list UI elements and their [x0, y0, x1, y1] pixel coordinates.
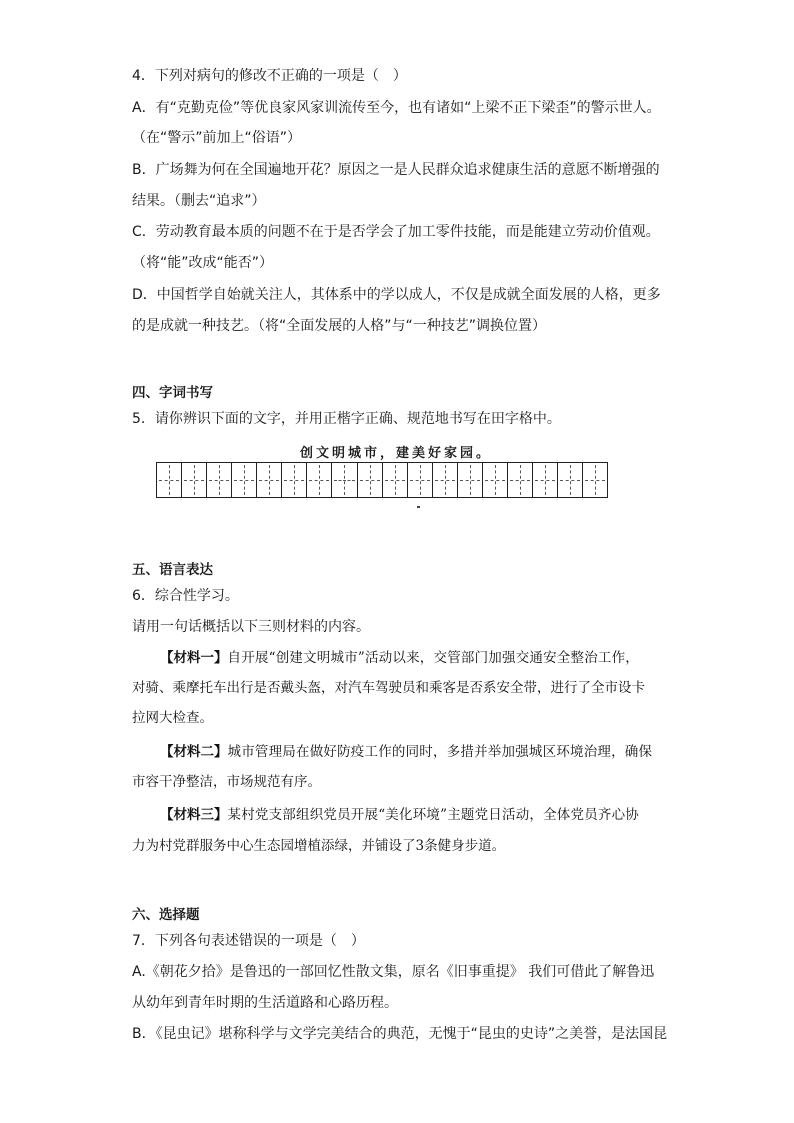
material-3-tag: 【材料三】 — [160, 807, 228, 823]
material-2-line2: 市容干净整洁，市场规范有序。 — [132, 774, 321, 790]
q4-option-a-line1: A．有“克勤克俭”等优良家风家训流传至今，也有诸如“上梁不正下梁歪”的警示世人。 — [132, 100, 661, 116]
grid-cell[interactable] — [307, 463, 332, 497]
grid-model-text: 创文明城市，建美好家园。 — [300, 446, 493, 461]
q7-option-a-line1: A.《朝花夕拾》是鲁迅的一部回忆性散文集，原名《旧事重提》 我们可借此了解鲁迅 — [132, 964, 655, 980]
q4-option-c-line1: C．劳动教育最本质的问题不在于是否学会了加工零件技能，而是能建立劳动价值观。 — [132, 224, 660, 240]
grid-cell[interactable] — [508, 463, 533, 497]
material-1-line1 — [160, 648, 639, 668]
section-heading-5: 五、语言表达 — [132, 562, 213, 578]
q6-stem: 6．综合性学习。 — [132, 588, 239, 604]
grid-cell[interactable] — [332, 463, 357, 497]
material-1-line2: 对骑、乘摩托车出行是否戴头盔，对汽车驾驶员和乘客是否系安全带，进行了全市设卡 — [132, 680, 645, 696]
q4-stem: 4．下列对病句的修改不正确的一项是（ ） — [132, 68, 407, 84]
material-1-text: 自开展“创建文明城市”活动以来，交管部门加强交通安全整治工作， — [227, 650, 640, 666]
material-2-text: 城市管理局在做好防疫工作的同时，多措并举加强城区环境治理，确保 — [227, 744, 653, 760]
q4-option-b-line1: B．广场舞为何在全国遍地开花？原因之一是人民群众追求健康生活的意愿不断增强的 — [132, 162, 660, 178]
grid-mark — [417, 506, 420, 508]
material-3-line1 — [160, 805, 639, 825]
q6-instruction: 请用一句话概括以下三则材料的内容。 — [132, 619, 370, 635]
grid-cell[interactable] — [533, 463, 558, 497]
grid-cell[interactable] — [207, 463, 232, 497]
grid-cell[interactable] — [157, 463, 182, 497]
q4-option-a-line2: （在“警示”前加上“俗语”） — [132, 130, 302, 146]
grid-cell[interactable] — [182, 463, 207, 497]
grid-cell[interactable] — [408, 463, 433, 497]
q4-option-b-line2: 结果。（删去“追求”） — [132, 193, 266, 209]
material-3-line2: 力为村党群服务中心生态园增植添绿，并铺设了3条健身步道。 — [132, 838, 506, 854]
q5-stem: 5．请你辨识下面的文字，并用正楷字正确、规范地书写在田字格中。 — [132, 411, 561, 427]
material-2-tag: 【材料二】 — [160, 744, 228, 760]
q7-option-a-line2: 从幼年到青年时期的生活道路和心路历程。 — [132, 995, 398, 1011]
grid-cell[interactable] — [358, 463, 383, 497]
q4-option-d-line1: D．中国哲学自始就关注人，其体系中的学以成人，不仅是成就全面发展的人格，更多 — [132, 287, 661, 303]
q4-option-d-line2: 的是成就一种技艺。（将“全面发展的人格”与“一种技艺”调换位置） — [132, 318, 547, 334]
section-heading-6: 六、选择题 — [132, 907, 200, 923]
grid-cell[interactable] — [232, 463, 257, 497]
grid-cell[interactable] — [433, 463, 458, 497]
grid-cell[interactable] — [583, 463, 607, 497]
tian-zi-ge-grid[interactable] — [156, 462, 608, 498]
grid-cell[interactable] — [383, 463, 408, 497]
grid-cell[interactable] — [458, 463, 483, 497]
grid-cell[interactable] — [483, 463, 508, 497]
grid-cell[interactable] — [257, 463, 282, 497]
material-1-tag: 【材料一】 — [160, 650, 228, 666]
material-1-line3: 拉网大检查。 — [132, 710, 213, 726]
q7-stem: 7．下列各句表述错误的一项是（ ） — [132, 933, 365, 949]
q4-option-c-line2: （将“能”改成“能否”） — [132, 255, 274, 271]
grid-cell[interactable] — [558, 463, 583, 497]
q7-option-b-line1: B．《昆虫记》堪称科学与文学完美结合的典范，无愧于“昆虫的史诗”之美誉，是法国昆 — [132, 1026, 668, 1042]
material-3-text: 某村党支部组织党员开展“美化环境”主题党日活动，全体党员齐心协 — [227, 807, 640, 823]
grid-cell[interactable] — [282, 463, 307, 497]
section-heading-4: 四、字词书写 — [132, 385, 213, 401]
material-2-line1 — [160, 742, 652, 762]
